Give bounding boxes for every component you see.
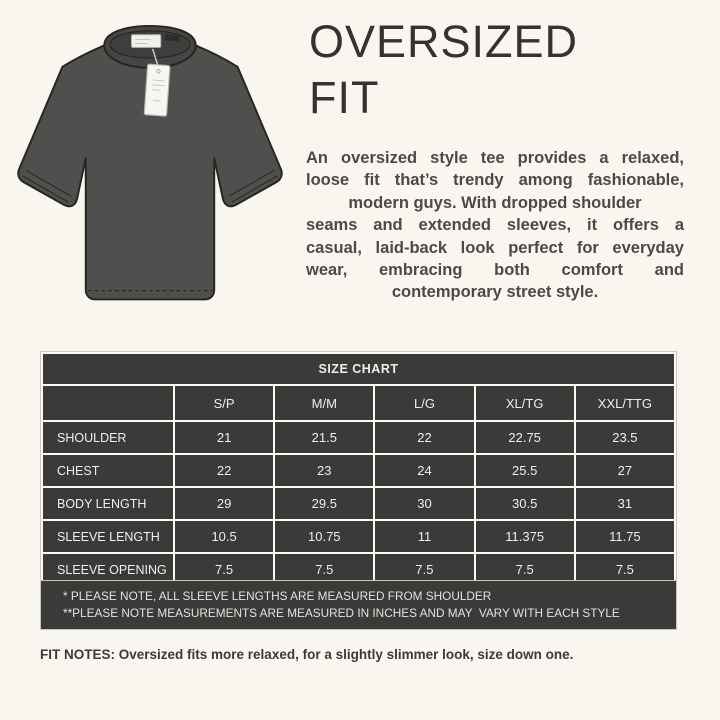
measurement-value: 11.375 bbox=[476, 521, 574, 552]
tshirt-flat-sketch bbox=[4, 4, 296, 336]
measurement-value: 30.5 bbox=[476, 488, 574, 519]
measurement-value: 24 bbox=[375, 455, 473, 486]
size-column-header: M/M bbox=[275, 386, 373, 420]
note-line: **PLEASE NOTE MEASUREMENTS ARE MEASURED IN INCHES AND MAY VARY WITH EACH STYLE bbox=[63, 605, 620, 620]
measurement-value: 30 bbox=[375, 488, 473, 519]
measurement-value: 7.5 bbox=[175, 554, 273, 585]
measurement-value: 22 bbox=[175, 455, 273, 486]
page-title bbox=[309, 14, 689, 126]
measurement-value: 29.5 bbox=[275, 488, 373, 519]
measurement-row-label: SHOULDER bbox=[43, 422, 173, 453]
measurement-value: 10.75 bbox=[275, 521, 373, 552]
measurement-value: 31 bbox=[576, 488, 674, 519]
measurement-value: 23.5 bbox=[576, 422, 674, 453]
measurement-row bbox=[43, 422, 674, 453]
description-line: wear, embracing both comfort and bbox=[306, 261, 684, 280]
measurement-value: 7.5 bbox=[275, 554, 373, 585]
description-line: modern guys. With dropped shoulder bbox=[348, 193, 642, 212]
measurement-value: 11 bbox=[375, 521, 473, 552]
measurement-row-label: BODY LENGTH bbox=[43, 488, 173, 519]
size-chart-header-row bbox=[43, 386, 674, 420]
description-line: contemporary street style. bbox=[391, 283, 599, 302]
size-column-header: XL/TG bbox=[476, 386, 574, 420]
size-column-header: XXL/TTG bbox=[576, 386, 674, 420]
note-line: * PLEASE NOTE, ALL SLEEVE LENGTHS ARE MEASURED FROM SHOULDER bbox=[63, 589, 492, 603]
description-line: loose fit that’s trendy among fashionable, bbox=[306, 171, 684, 190]
size-column-header: L/G bbox=[375, 386, 473, 420]
size-chart-title-row bbox=[43, 354, 674, 384]
measurement-value: 10.5 bbox=[175, 521, 273, 552]
size-chart-title: SIZE CHART bbox=[43, 354, 674, 384]
measurement-notes-box bbox=[40, 580, 677, 630]
fit-notes-text: Oversized fits more relaxed, for a slightly slimmer look, size down one. bbox=[115, 647, 574, 662]
size-column-header: S/P bbox=[175, 386, 273, 420]
size-chart-table bbox=[40, 351, 677, 588]
measurement-value: 22.75 bbox=[476, 422, 574, 453]
description-line: An oversized style tee provides a relaxed, bbox=[306, 149, 684, 167]
description-line: seams and extended sleeves, it offers a bbox=[306, 216, 684, 235]
measurement-value: 25.5 bbox=[476, 455, 574, 486]
fit-notes bbox=[40, 647, 680, 662]
measurement-value: 7.5 bbox=[576, 554, 674, 585]
measurement-row bbox=[43, 488, 674, 519]
measurement-value: 21.5 bbox=[275, 422, 373, 453]
measurement-row-label: CHEST bbox=[43, 455, 173, 486]
measurement-value: 7.5 bbox=[375, 554, 473, 585]
corner-cell bbox=[43, 386, 173, 420]
measurement-value: 22 bbox=[375, 422, 473, 453]
measurement-value: 29 bbox=[175, 488, 273, 519]
measurement-value: 21 bbox=[175, 422, 273, 453]
product-illustration bbox=[4, 4, 296, 336]
measurement-value: 7.5 bbox=[476, 554, 574, 585]
description-line: casual, laid-back look perfect for everyday bbox=[306, 238, 684, 257]
measurement-value: 27 bbox=[576, 455, 674, 486]
measurement-value: 11.75 bbox=[576, 521, 674, 552]
measurement-row bbox=[43, 455, 674, 486]
page-title-line1: OVERSIZED bbox=[309, 16, 579, 67]
measurement-row bbox=[43, 521, 674, 552]
measurement-row-label: SLEEVE OPENING bbox=[43, 554, 173, 585]
page-title-line2: FIT bbox=[309, 72, 380, 123]
measurement-row-label: SLEEVE LENGTH bbox=[43, 521, 173, 552]
fit-notes-label: FIT NOTES: bbox=[40, 647, 115, 662]
measurement-value: 23 bbox=[275, 455, 373, 486]
fit-description bbox=[306, 147, 684, 304]
